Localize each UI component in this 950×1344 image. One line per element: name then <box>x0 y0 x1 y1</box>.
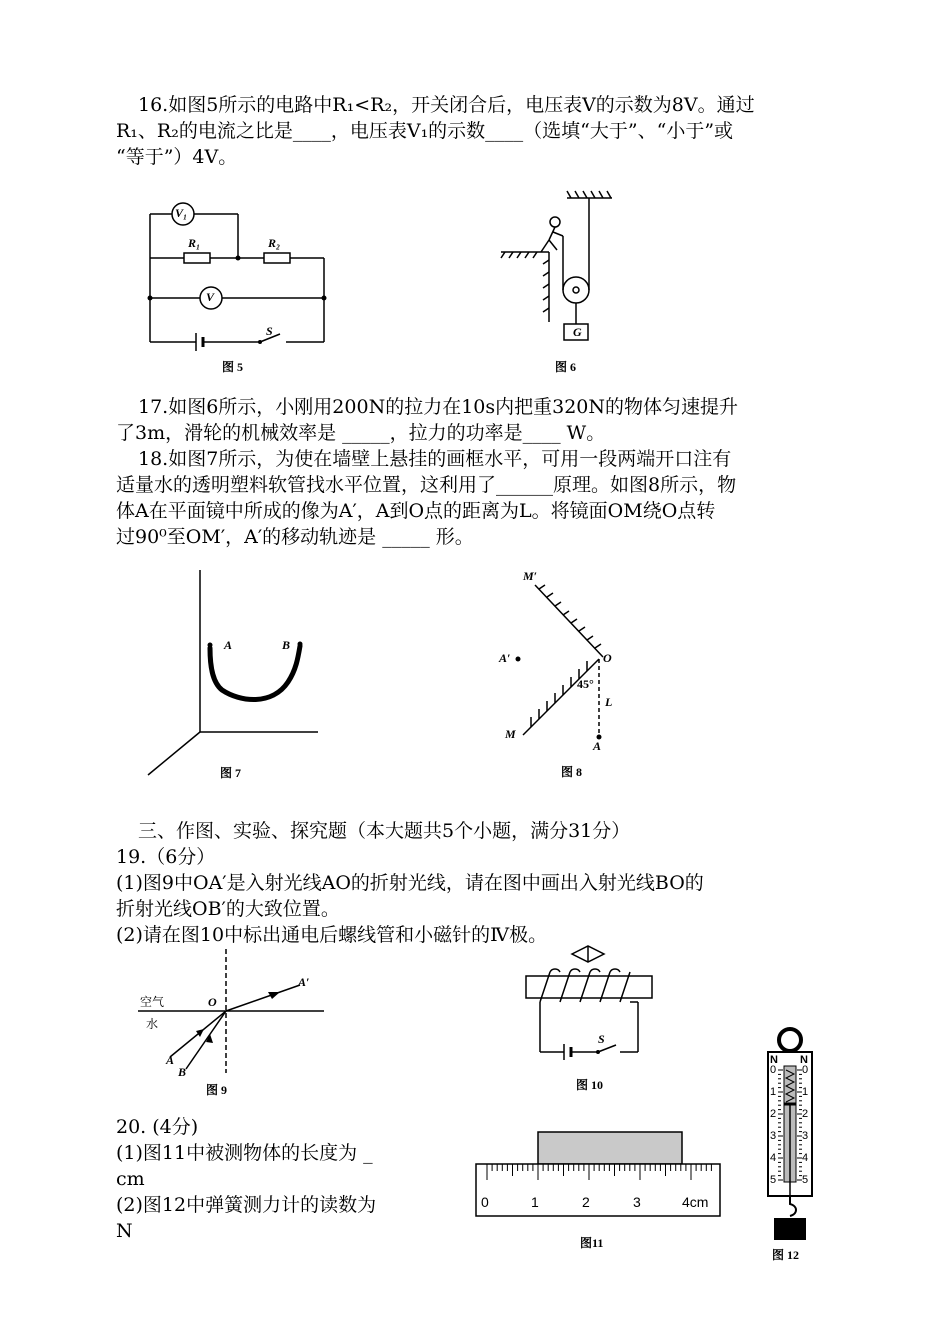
fig12-scale-right-2: 2 <box>802 1108 809 1120</box>
figure-11-ruler <box>474 1130 724 1250</box>
fig7-a-label: A <box>224 638 233 652</box>
fig5-v1-label: V₁ <box>175 206 188 220</box>
fig8-a-label: A <box>593 739 602 753</box>
q18-line1: 18.如图7所示，为使在墙壁上悬挂的画框水平，可用一段两端开口注有 <box>138 448 732 470</box>
fig12-scale-left-2: 2 <box>770 1108 777 1120</box>
fig8-m-label: M <box>505 727 516 741</box>
q19-part1-line2: 折射光线OB′的大致位置。 <box>116 898 340 920</box>
fig7-b-label: B <box>282 638 291 652</box>
q20-head: 20. (4分) <box>116 1116 199 1138</box>
q16-line2: R₁、R₂的电流之比是____，电压表V₁的示数____（选填“大于”、“小于”或 <box>116 120 734 142</box>
q20-part2-line1: (2)图12中弹簧测力计的读数为 <box>116 1194 377 1216</box>
fig9-caption: 图 9 <box>206 1083 228 1097</box>
q18-line4: 过90⁰至OM′，A′的移动轨迹是 _____ 形。 <box>116 526 474 548</box>
fig12-scale-right-0: 0 <box>802 1064 809 1076</box>
section3-title: 三、作图、实验、探究题（本大题共5个小题，满分31分） <box>138 820 631 842</box>
fig10-caption: 图 10 <box>576 1078 604 1092</box>
figure-8-mirror <box>495 565 635 779</box>
q16-line3: “等于”）4V。 <box>116 146 238 168</box>
fig12-n-left-label: N <box>770 1054 778 1066</box>
q19-part1-line1: (1)图9中OA′是入射光线AO的折射光线，请在图中画出入射光线BO的 <box>116 872 704 894</box>
fig8-m-prime-label: M′ <box>523 569 538 583</box>
q18-line2: 适量水的透明塑料软管找水平位置，这利用了______原理。如图8所示，物 <box>116 474 737 496</box>
figure-10-solenoid <box>520 942 660 1092</box>
fig10-s-label: S <box>598 1032 605 1046</box>
fig9-a-prime-label: A′ <box>298 975 310 989</box>
fig8-a-prime-label: A′ <box>499 651 511 665</box>
fig12-scale-left-5: 5 <box>770 1174 777 1186</box>
fig11-ruler-label-2: 2 <box>582 1194 590 1210</box>
fig9-air-label: 空气 <box>140 995 165 1009</box>
q19-part2: (2)请在图10中标出通电后螺线管和小磁针的Ⅳ极。 <box>116 924 548 946</box>
q20-part1-line2: cm <box>116 1168 145 1190</box>
fig8-o-label: O <box>603 651 612 665</box>
fig9-a-label: A <box>166 1053 175 1067</box>
fig5-r1-label: R₁ <box>188 236 201 250</box>
fig12-caption: 图 12 <box>772 1248 800 1262</box>
figure-6-pulley <box>497 190 617 374</box>
q18-line3: 体A在平面镜中所成的像为A′，A到O点的距离为L。将镜面OM绕O点转 <box>116 500 716 522</box>
q20-part1-line1: (1)图11中被测物体的长度为 _ <box>116 1142 373 1164</box>
fig5-v-label: V <box>206 290 215 304</box>
figure-9-refraction <box>138 945 328 1097</box>
fig6-g-label: G <box>573 325 582 339</box>
q17-line2: 了3m，滑轮的机械效率是 _____，拉力的功率是____ W。 <box>116 422 606 444</box>
fig11-caption: 图11 <box>580 1236 604 1250</box>
fig11-ruler-label-3: 3 <box>633 1194 641 1210</box>
fig12-scale-right-4: 4 <box>802 1152 809 1164</box>
fig8-angle-label: 45° <box>577 677 594 691</box>
fig9-o-label: O <box>208 995 217 1009</box>
fig12-scale-right-3: 3 <box>802 1130 809 1142</box>
fig11-ruler-label-1: 1 <box>531 1194 539 1210</box>
q17-line1: 17.如图6所示，小刚用200N的拉力在10s内把重320N的物体匀速提升 <box>138 396 739 418</box>
fig5-caption: 图 5 <box>222 360 244 374</box>
fig7-caption: 图 7 <box>220 766 242 780</box>
figure-7-tube <box>140 570 320 780</box>
fig8-caption: 图 8 <box>561 765 583 779</box>
fig5-r2-label: R₂ <box>268 236 281 250</box>
fig12-n-right-label: N <box>800 1054 808 1066</box>
fig12-scale-left-1: 1 <box>770 1086 777 1098</box>
q19-head: 19.（6分） <box>116 846 216 868</box>
fig12-scale-left-3: 3 <box>770 1130 777 1142</box>
fig12-scale-left-0: 0 <box>770 1064 777 1076</box>
q16-line1: 16.如图5所示的电路中R₁<R₂，开关闭合后，电压表V的示数为8V。通过 <box>138 94 755 116</box>
fig11-ruler-label-0: 0 <box>481 1194 489 1210</box>
figure-5-circuit <box>140 200 340 374</box>
fig12-scale-right-1: 1 <box>802 1086 809 1098</box>
fig12-scale-right-5: 5 <box>802 1174 809 1186</box>
fig9-b-label: B <box>178 1065 187 1079</box>
fig12-scale-left-4: 4 <box>770 1152 777 1164</box>
fig6-caption: 图 6 <box>555 360 577 374</box>
fig9-water-label: 水 <box>146 1017 159 1031</box>
fig8-l-label: L <box>605 695 613 709</box>
fig5-s-label: S <box>266 324 273 338</box>
figure-12-spring-scale <box>762 1026 822 1262</box>
q20-part2-line2: N <box>116 1220 133 1242</box>
fig11-ruler-label-4: 4cm <box>682 1194 709 1210</box>
